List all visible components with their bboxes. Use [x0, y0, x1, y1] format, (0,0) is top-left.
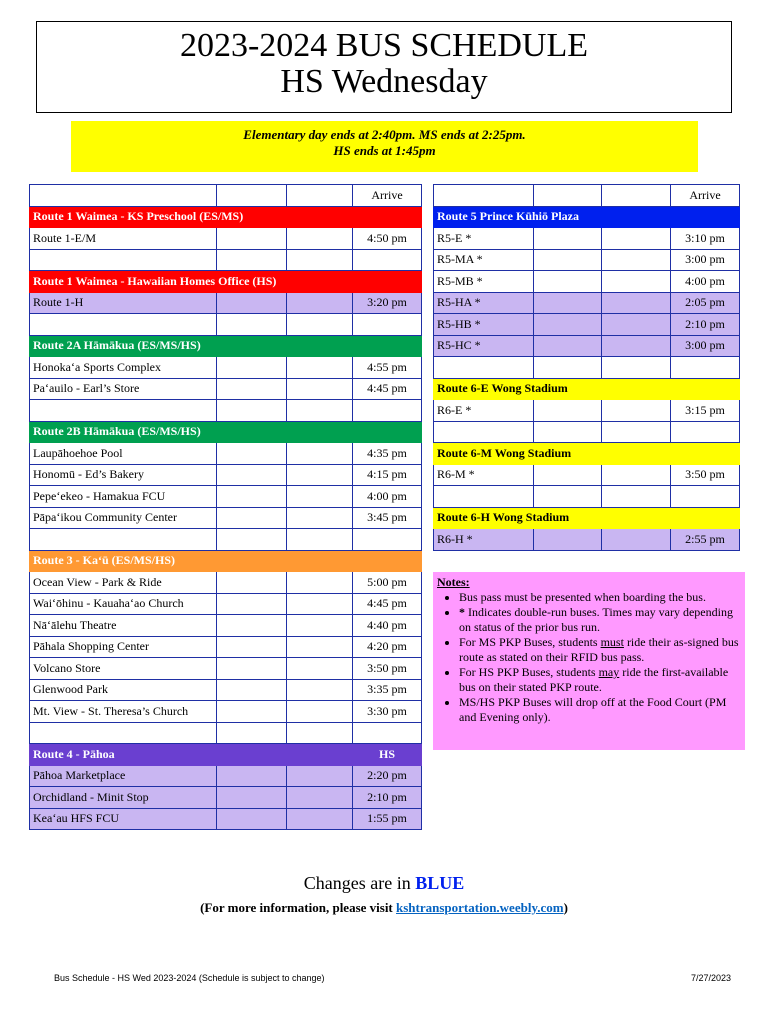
blank-row [30, 249, 422, 271]
route-header: Route 3 - Ka‘ū (ES/MS/HS) [30, 550, 422, 572]
table-row [30, 357, 422, 379]
route-header: Route 4 - Pāhoa HS [30, 744, 422, 766]
stop-name: Route 1-E/M [30, 228, 217, 250]
table-row [434, 249, 740, 271]
blank-row [30, 314, 422, 336]
arrive-time: 2:55 pm [671, 529, 740, 551]
table-row [30, 679, 422, 701]
arrive-time: 4:20 pm [353, 636, 422, 658]
arrive-time: 1:55 pm [353, 808, 422, 830]
stop-name: Nā‘ālehu Theatre [30, 615, 217, 637]
arrive-time: 3:10 pm [671, 228, 740, 250]
stop-name: Pāhala Shopping Center [30, 636, 217, 658]
stop-name: R5-MB * [434, 271, 534, 293]
arrive-time: 3:30 pm [353, 701, 422, 723]
blank-row [434, 486, 740, 508]
stop-name: R5-HA * [434, 292, 534, 314]
table-row [434, 271, 740, 293]
route-header: Route 6-M Wong Stadium [434, 443, 740, 465]
arrive-time: 4:35 pm [353, 443, 422, 465]
stop-name: Glenwood Park [30, 679, 217, 701]
route-header: Route 1 Waimea - Hawaiian Homes Office (HS) [30, 271, 422, 293]
stop-name: Orchidland - Minit Stop [30, 787, 217, 809]
table-row [30, 593, 422, 615]
table-row [30, 808, 422, 830]
table-row [434, 529, 740, 551]
arrive-time: 3:20 pm [353, 292, 422, 314]
arrive-time: 4:00 pm [671, 271, 740, 293]
table-row [30, 228, 422, 250]
table-row [30, 507, 422, 529]
more-info-line: (For more information, please visit kshtransportation.weebly.com) [200, 900, 568, 915]
arrive-time: 4:45 pm [353, 378, 422, 400]
stop-name: R6-M * [434, 464, 534, 486]
arrive-time: 4:15 pm [353, 464, 422, 486]
table-row [30, 464, 422, 486]
dismissal-banner [71, 121, 698, 172]
stop-name: Ocean View - Park & Ride [30, 572, 217, 594]
table-row [434, 314, 740, 336]
table-row [434, 292, 740, 314]
table-row [30, 615, 422, 637]
table-row [30, 378, 422, 400]
stop-name: Pāpa‘ikou Community Center [30, 507, 217, 529]
table-row [434, 228, 740, 250]
arrive-time: 4:45 pm [353, 593, 422, 615]
footer-date: 7/27/2023 [690, 973, 731, 983]
route-header: Route 5 Prince Kūhiō Plaza [434, 206, 740, 228]
table-row [30, 701, 422, 723]
stop-name: R5-HB * [434, 314, 534, 336]
notes-title: Notes: [437, 575, 470, 589]
table-row [30, 658, 422, 680]
banner-line-2: HS ends at 1:45pm [333, 143, 436, 158]
arrive-time: 3:00 pm [671, 335, 740, 357]
arrive-time: 4:50 pm [353, 228, 422, 250]
page-subtitle: HS Wednesday [280, 63, 488, 100]
route-header: Route 6-E Wong Stadium [434, 378, 740, 400]
arrive-time: 4:40 pm [353, 615, 422, 637]
star-symbol: * [459, 605, 465, 619]
stop-name: R5-E * [434, 228, 534, 250]
banner-line-1: Elementary day ends at 2:40pm. MS ends at 2:25pm. [243, 127, 526, 142]
arrive-time: 2:10 pm [671, 314, 740, 336]
stop-name: Pāhoa Marketplace [30, 765, 217, 787]
hs-tag: HS [353, 744, 422, 766]
stop-name: Kea‘au HFS FCU [30, 808, 217, 830]
stop-name: Pa‘auilo - Earl’s Store [30, 378, 217, 400]
stop-name: Mt. View - St. Theresa’s Church [30, 701, 217, 723]
arrive-time: 2:05 pm [671, 292, 740, 314]
arrive-time: 5:00 pm [353, 572, 422, 594]
table-row [434, 400, 740, 422]
stop-name: Honoka‘a Sports Complex [30, 357, 217, 379]
table-row [434, 464, 740, 486]
table-row [30, 486, 422, 508]
stop-name: R6-H * [434, 529, 534, 551]
stop-name: Route 1-H [30, 292, 217, 314]
page-title: 2023-2024 BUS SCHEDULE [179, 27, 589, 64]
arrive-time: 3:00 pm [671, 249, 740, 271]
stop-name: Honomū - Ed’s Bakery [30, 464, 217, 486]
changes-note: Changes are in BLUE [303, 873, 465, 893]
stop-name: R6-E * [434, 400, 534, 422]
title-box [36, 21, 732, 113]
note-item: • For HS PKP Buses, students may ride the first-available bus on their stated PKP route. [459, 665, 741, 695]
arrive-header: Arrive [671, 185, 740, 207]
route-header: Route 2A Hāmākua (ES/MS/HS) [30, 335, 422, 357]
right-schedule-table [433, 184, 740, 551]
arrive-time: 3:50 pm [671, 464, 740, 486]
arrive-time: 3:35 pm [353, 679, 422, 701]
blank-row [30, 400, 422, 422]
blank-row [30, 722, 422, 744]
stop-name: Wai‘ōhinu - Kauaha‘ao Church [30, 593, 217, 615]
notes-box [433, 572, 745, 750]
table-header-row [434, 185, 740, 207]
table-row [30, 292, 422, 314]
changes-blue-word: BLUE [415, 873, 465, 893]
note-item: • Bus pass must be presented when boarding the bus. [459, 590, 741, 605]
route-header: Route 6-H Wong Stadium [434, 507, 740, 529]
notes-list [437, 590, 741, 725]
arrive-time: 3:15 pm [671, 400, 740, 422]
route-header: Route 1 Waimea - KS Preschool (ES/MS) [30, 206, 422, 228]
table-row [30, 765, 422, 787]
blank-row [434, 421, 740, 443]
table-row [30, 787, 422, 809]
stop-name: R5-MA * [434, 249, 534, 271]
table-header-row [30, 185, 422, 207]
arrive-time: 3:50 pm [353, 658, 422, 680]
stop-name: Laupāhoehoe Pool [30, 443, 217, 465]
table-row [30, 443, 422, 465]
table-row [434, 335, 740, 357]
arrive-time: 4:55 pm [353, 357, 422, 379]
arrive-time: 4:00 pm [353, 486, 422, 508]
arrive-header: Arrive [353, 185, 422, 207]
left-schedule-table [29, 184, 422, 830]
stop-name: Volcano Store [30, 658, 217, 680]
stop-name: Pepe‘ekeo - Hamakua FCU [30, 486, 217, 508]
arrive-time: 2:20 pm [353, 765, 422, 787]
note-item: • For MS PKP Buses, students must ride their as-signed bus route as stated on their RFID bus pass. [459, 635, 741, 665]
note-item: • * Indicates double-run buses. Times may vary depending on status of the prior bus run. [459, 605, 741, 635]
table-row [30, 572, 422, 594]
arrive-time: 2:10 pm [353, 787, 422, 809]
footer-left: Bus Schedule - HS Wed 2023-2024 (Schedule is subject to change) [54, 973, 325, 983]
table-row [30, 636, 422, 658]
blank-row [434, 357, 740, 379]
route-header: Route 2B Hāmākua (ES/MS/HS) [30, 421, 422, 443]
blank-row [30, 529, 422, 551]
arrive-time: 3:45 pm [353, 507, 422, 529]
stop-name: R5-HC * [434, 335, 534, 357]
note-item: • MS/HS PKP Buses will drop off at the Food Court (PM and Evening only). [459, 695, 741, 725]
website-link[interactable]: kshtransportation.weebly.com [396, 900, 564, 915]
